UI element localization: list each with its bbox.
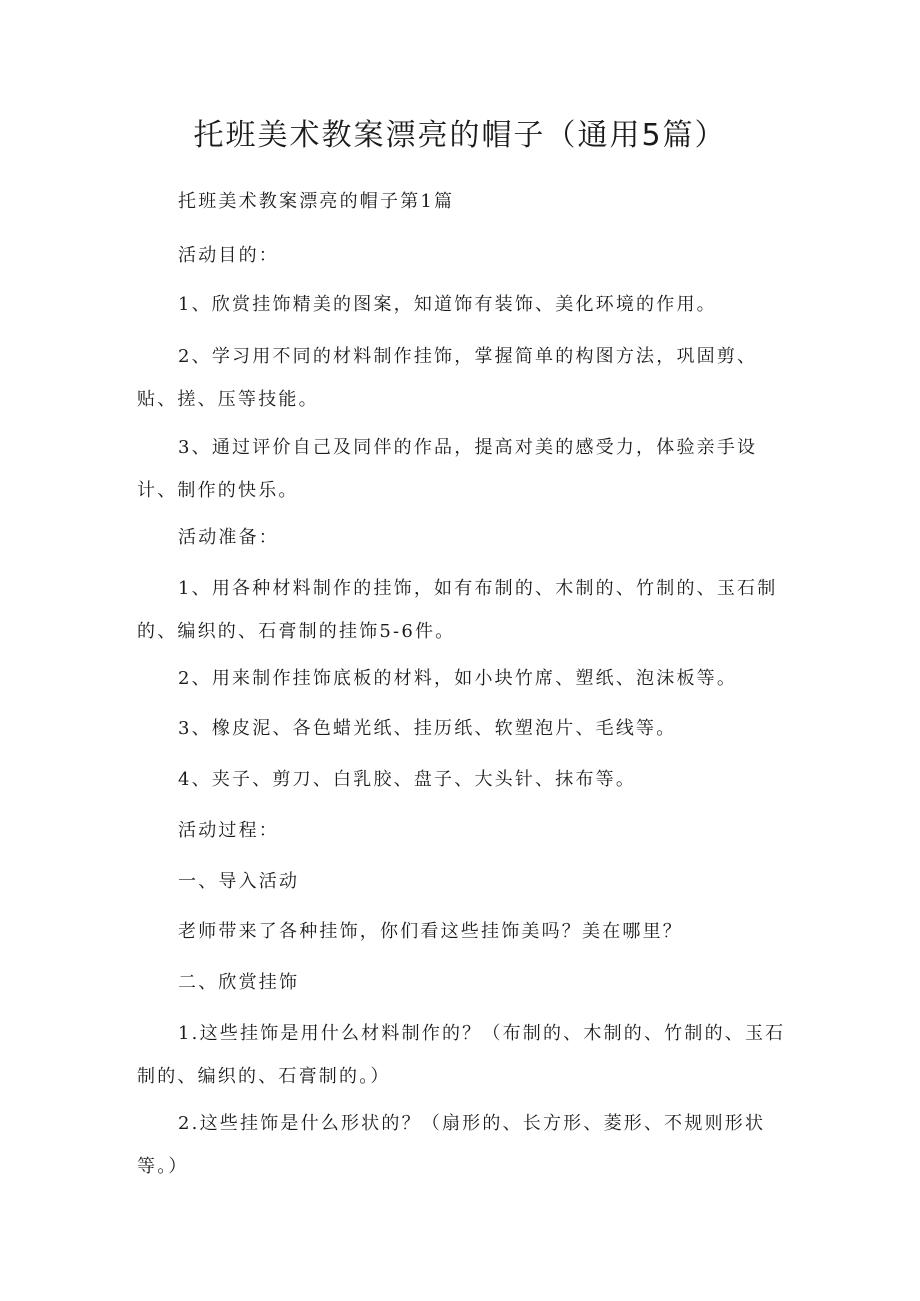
paragraph-line: 计、制作的快乐。: [137, 480, 299, 501]
paragraph-line: 2、学习用不同的材料制作挂饰，掌握简单的构图方法，巩固剪、: [178, 346, 758, 367]
paragraph-step-2-heading: [137, 961, 787, 1004]
paragraph-line: 活动目的：: [178, 245, 279, 266]
paragraph-preparation-3: [137, 707, 787, 750]
paragraph-step-1-heading: [137, 860, 787, 903]
paragraph-line: 老师带来了各种挂饰，你们看这些挂饰美吗？美在哪里？: [178, 921, 683, 942]
paragraph-line: 贴、搓、压等技能。: [137, 389, 319, 410]
paragraph-line: 2.这些挂饰是什么形状的？（扇形的、长方形、菱形、不规则形状: [178, 1113, 766, 1134]
paragraph-preparation-2: [137, 657, 787, 700]
paragraph-goal-1: [137, 283, 787, 326]
paragraph-line: 的、编织的、石膏制的挂饰5-6件。: [137, 621, 456, 642]
paragraph-goal-2: [137, 335, 787, 421]
paragraph-line: 活动准备：: [178, 527, 279, 548]
document-title: 托班美术教案漂亮的帽子（通用5篇）: [193, 118, 727, 153]
paragraph-goal-3: [137, 426, 787, 512]
paragraph-line: 2、用来制作挂饰底板的材料，如小块竹席、塑纸、泡沫板等。: [178, 668, 738, 689]
paragraph-line: 3、通过评价自己及同伴的作品，提高对美的感受力，体验亲手设: [178, 437, 758, 458]
paragraph-line: 制的、编织的、石膏制的。）: [137, 1066, 391, 1087]
paragraph-preparation-4: [137, 758, 787, 801]
paragraph-process-heading: [137, 809, 787, 852]
paragraph-line: 1.这些挂饰是用什么材料制作的？（布制的、木制的、竹制的、玉石: [178, 1023, 786, 1044]
paragraph-line: 二、欣赏挂饰: [178, 972, 300, 993]
paragraph-line: 活动过程：: [178, 820, 279, 841]
paragraph-line: 一、导入活动: [178, 871, 300, 892]
paragraph-line: 1、用各种材料制作的挂饰，如有布制的、木制的、竹制的、玉石制: [178, 578, 778, 599]
paragraph-line: 3、橡皮泥、各色蜡光纸、挂历纸、软塑泡片、毛线等。: [178, 718, 677, 739]
paragraph-preparation-1: [137, 567, 787, 653]
paragraph-line: 4、夹子、剪刀、白乳胶、盘子、大头针、抹布等。: [178, 769, 637, 790]
paragraph-section-heading: [137, 180, 787, 223]
paragraph-line: 托班美术教案漂亮的帽子第1篇: [178, 191, 455, 212]
paragraph-line: 等。）: [137, 1156, 189, 1177]
paragraph-preparation-heading: [137, 516, 787, 559]
paragraph-question-2: [137, 1102, 787, 1188]
paragraph-activity-goal-heading: [137, 234, 787, 277]
paragraph-question-1: [137, 1012, 787, 1098]
paragraph-step-1-body: [137, 910, 787, 953]
paragraph-line: 1、欣赏挂饰精美的图案，知道饰有装饰、美化环境的作用。: [178, 294, 717, 315]
